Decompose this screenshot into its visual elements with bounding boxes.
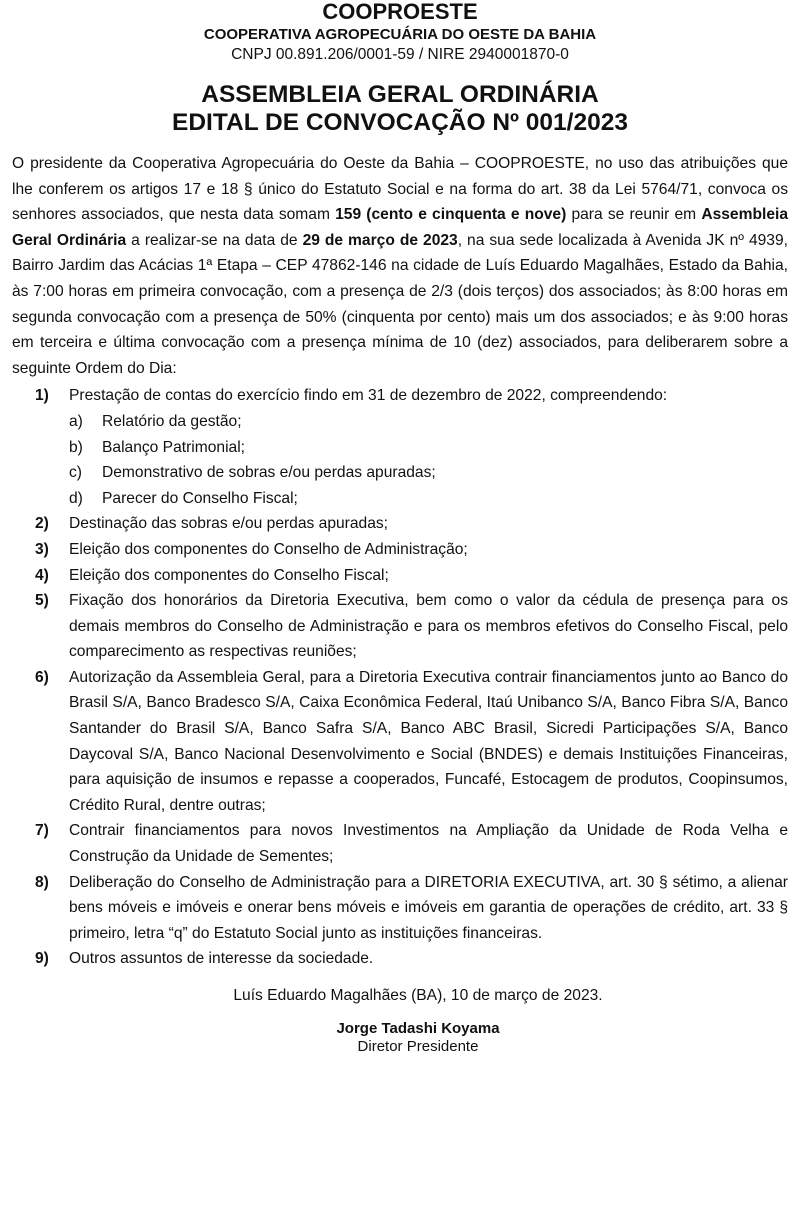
agenda-subitem bbox=[69, 460, 788, 486]
agenda-item bbox=[12, 588, 788, 665]
agenda-item-text: Fixação dos honorários da Diretoria Executiva, bem como o valor da cédula de presença para os demais membros do Conselho de Administração e para os membros efetivos do Conselho Fiscal, pelo comparecimento as respectivas reuniões; bbox=[69, 592, 788, 661]
agenda-item-number: 9) bbox=[35, 950, 49, 968]
agenda-item-text: Autorização da Assembleia Geral, para a Diretoria Executiva contrair financiamentos junto ao Banco do Brasil S/A, Banco Bradesco S/A, Caixa Econômica Federal, Itaú Unibanco S/A, Banco Fibra S/A, Banco Santander do Brasil S/A, Banco Safra S/A, Banco ABC Brasil, Sicredi Participações S/A, Banco Daycoval S/A, Banco Nacional Desenvolvimento e Social (BNDES) e demais Instituições Financeiras, para aquisição de insumos e repasse a cooperados, Funcafé, Estocagem de produtos, Coopinsumos, Crédito Rural, dentre outras; bbox=[69, 668, 788, 814]
agenda-item bbox=[12, 537, 788, 563]
agenda-subitem-text: Relatório da gestão; bbox=[102, 412, 242, 430]
signer-name: Jorge Tadashi Koyama bbox=[336, 1020, 500, 1037]
agenda-subitem-letter: c) bbox=[69, 464, 82, 482]
agenda-subitem bbox=[69, 435, 788, 461]
agenda-item-number: 5) bbox=[35, 592, 49, 610]
agenda-subitem-letter: a) bbox=[69, 412, 83, 430]
intro-text-4: , na sua sede localizada à Avenida JK nº 4939, Bairro Jardim das Acácias 1ª Etapa – CEP 47862-146 na cidade de Luís Eduardo Magalhães, Estado da Bahia, às 7:00 horas em primeira convocação, com a presença de 2/3 (dois terços) dos associados; às 8:00 horas em segunda convocação com a presença de 50% (cinquenta por cento) mais um dos associados; e às 9:00 horas em terceira e última convocação com a presença mínima de 10 (dez) associados, para deliberarem sobre a seguinte Ordem do Dia: bbox=[12, 231, 788, 377]
agenda-subitem bbox=[69, 486, 788, 512]
agenda-item-text: Deliberação do Conselho de Administração para a DIRETORIA EXECUTIVA, art. 30 § sétimo, a alienar bens móveis e imóveis e onerar bens móveis e imóveis em garantia de operações de crédito, art. 33 § primeiro, letra “q” do Estatuto Social junto as instituições financeiras. bbox=[69, 873, 788, 942]
agenda-item-number: 4) bbox=[35, 566, 49, 584]
agenda-item-text: Eleição dos componentes do Conselho Fiscal; bbox=[69, 566, 389, 584]
agenda-subitem-text: Balanço Patrimonial; bbox=[102, 438, 246, 456]
organization-registration: CNPJ 00.891.206/0001-59 / NIRE 2940001870-0 bbox=[231, 46, 569, 63]
agenda-item-text: Eleição dos componentes do Conselho de Administração; bbox=[69, 540, 468, 558]
agenda-item-number: 3) bbox=[35, 540, 49, 558]
agenda-subitem-text: Parecer do Conselho Fiscal; bbox=[102, 489, 298, 507]
agenda-item bbox=[12, 383, 788, 511]
intro-bold-members: 159 (cento e cinquenta e nove) bbox=[335, 206, 567, 224]
intro-bold-date: 29 de março de 2023 bbox=[302, 231, 458, 249]
agenda-item bbox=[12, 818, 788, 869]
agenda-sublist bbox=[69, 409, 788, 511]
agenda-item-number: 6) bbox=[35, 668, 49, 686]
agenda-subitem-letter: b) bbox=[69, 438, 83, 456]
agenda-list bbox=[12, 383, 788, 972]
agenda-subitem-text: Demonstrativo de sobras e/ou perdas apuradas; bbox=[102, 464, 436, 482]
agenda-item-number: 7) bbox=[35, 822, 49, 840]
agenda-item bbox=[12, 563, 788, 589]
intro-paragraph bbox=[12, 151, 788, 381]
agenda-item-text: Contrair financiamentos para novos Investimentos na Ampliação da Unidade de Roda Velha e Construção da Unidade de Sementes; bbox=[69, 822, 788, 866]
agenda-item bbox=[12, 665, 788, 819]
agenda-item-number: 8) bbox=[35, 873, 49, 891]
agenda-item-number: 1) bbox=[35, 387, 49, 405]
intro-bold-assembly: Assembleia Geral Ordinária bbox=[12, 206, 788, 249]
agenda-subitem bbox=[69, 409, 788, 435]
agenda-item-number: 2) bbox=[35, 515, 49, 533]
agenda-subitem-letter: d) bbox=[69, 489, 83, 507]
title-line-2: EDITAL DE CONVOCAÇÃO Nº 001/2023 bbox=[172, 109, 628, 136]
organization-full-name: COOPERATIVA AGROPECUÁRIA DO OESTE DA BAHIA bbox=[203, 26, 597, 43]
intro-text-3: a realizar-se na data de bbox=[126, 231, 303, 249]
agenda-item bbox=[12, 946, 788, 972]
intro-text-1: O presidente da Cooperativa Agropecuária do Oeste da Bahia – COOPROESTE, no uso das atribuições que lhe conferem os artigos 17 e 18 § único do Estatuto Social e na forma do art. 38 da Lei 5764/71, convoca os senhores associados, que nesta data somam bbox=[12, 155, 788, 224]
agenda-item bbox=[12, 870, 788, 947]
title-line-1: ASSEMBLEIA GERAL ORDINÁRIA bbox=[201, 81, 599, 108]
agenda-item-text: Outros assuntos de interesse da sociedade. bbox=[69, 950, 374, 968]
agenda-item-text: Prestação de contas do exercício findo em 31 de dezembro de 2022, compreendendo: bbox=[69, 387, 668, 405]
agenda-item bbox=[12, 511, 788, 537]
intro-text-2: para se reunir em bbox=[566, 206, 702, 224]
place-and-date: Luís Eduardo Magalhães (BA), 10 de março de 2023. bbox=[233, 987, 603, 1004]
organization-name: COOPROESTE bbox=[322, 0, 478, 24]
signer-role: Diretor Presidente bbox=[357, 1038, 479, 1055]
document-title bbox=[12, 81, 788, 137]
agenda-item-text: Destinação das sobras e/ou perdas apuradas; bbox=[69, 515, 389, 533]
